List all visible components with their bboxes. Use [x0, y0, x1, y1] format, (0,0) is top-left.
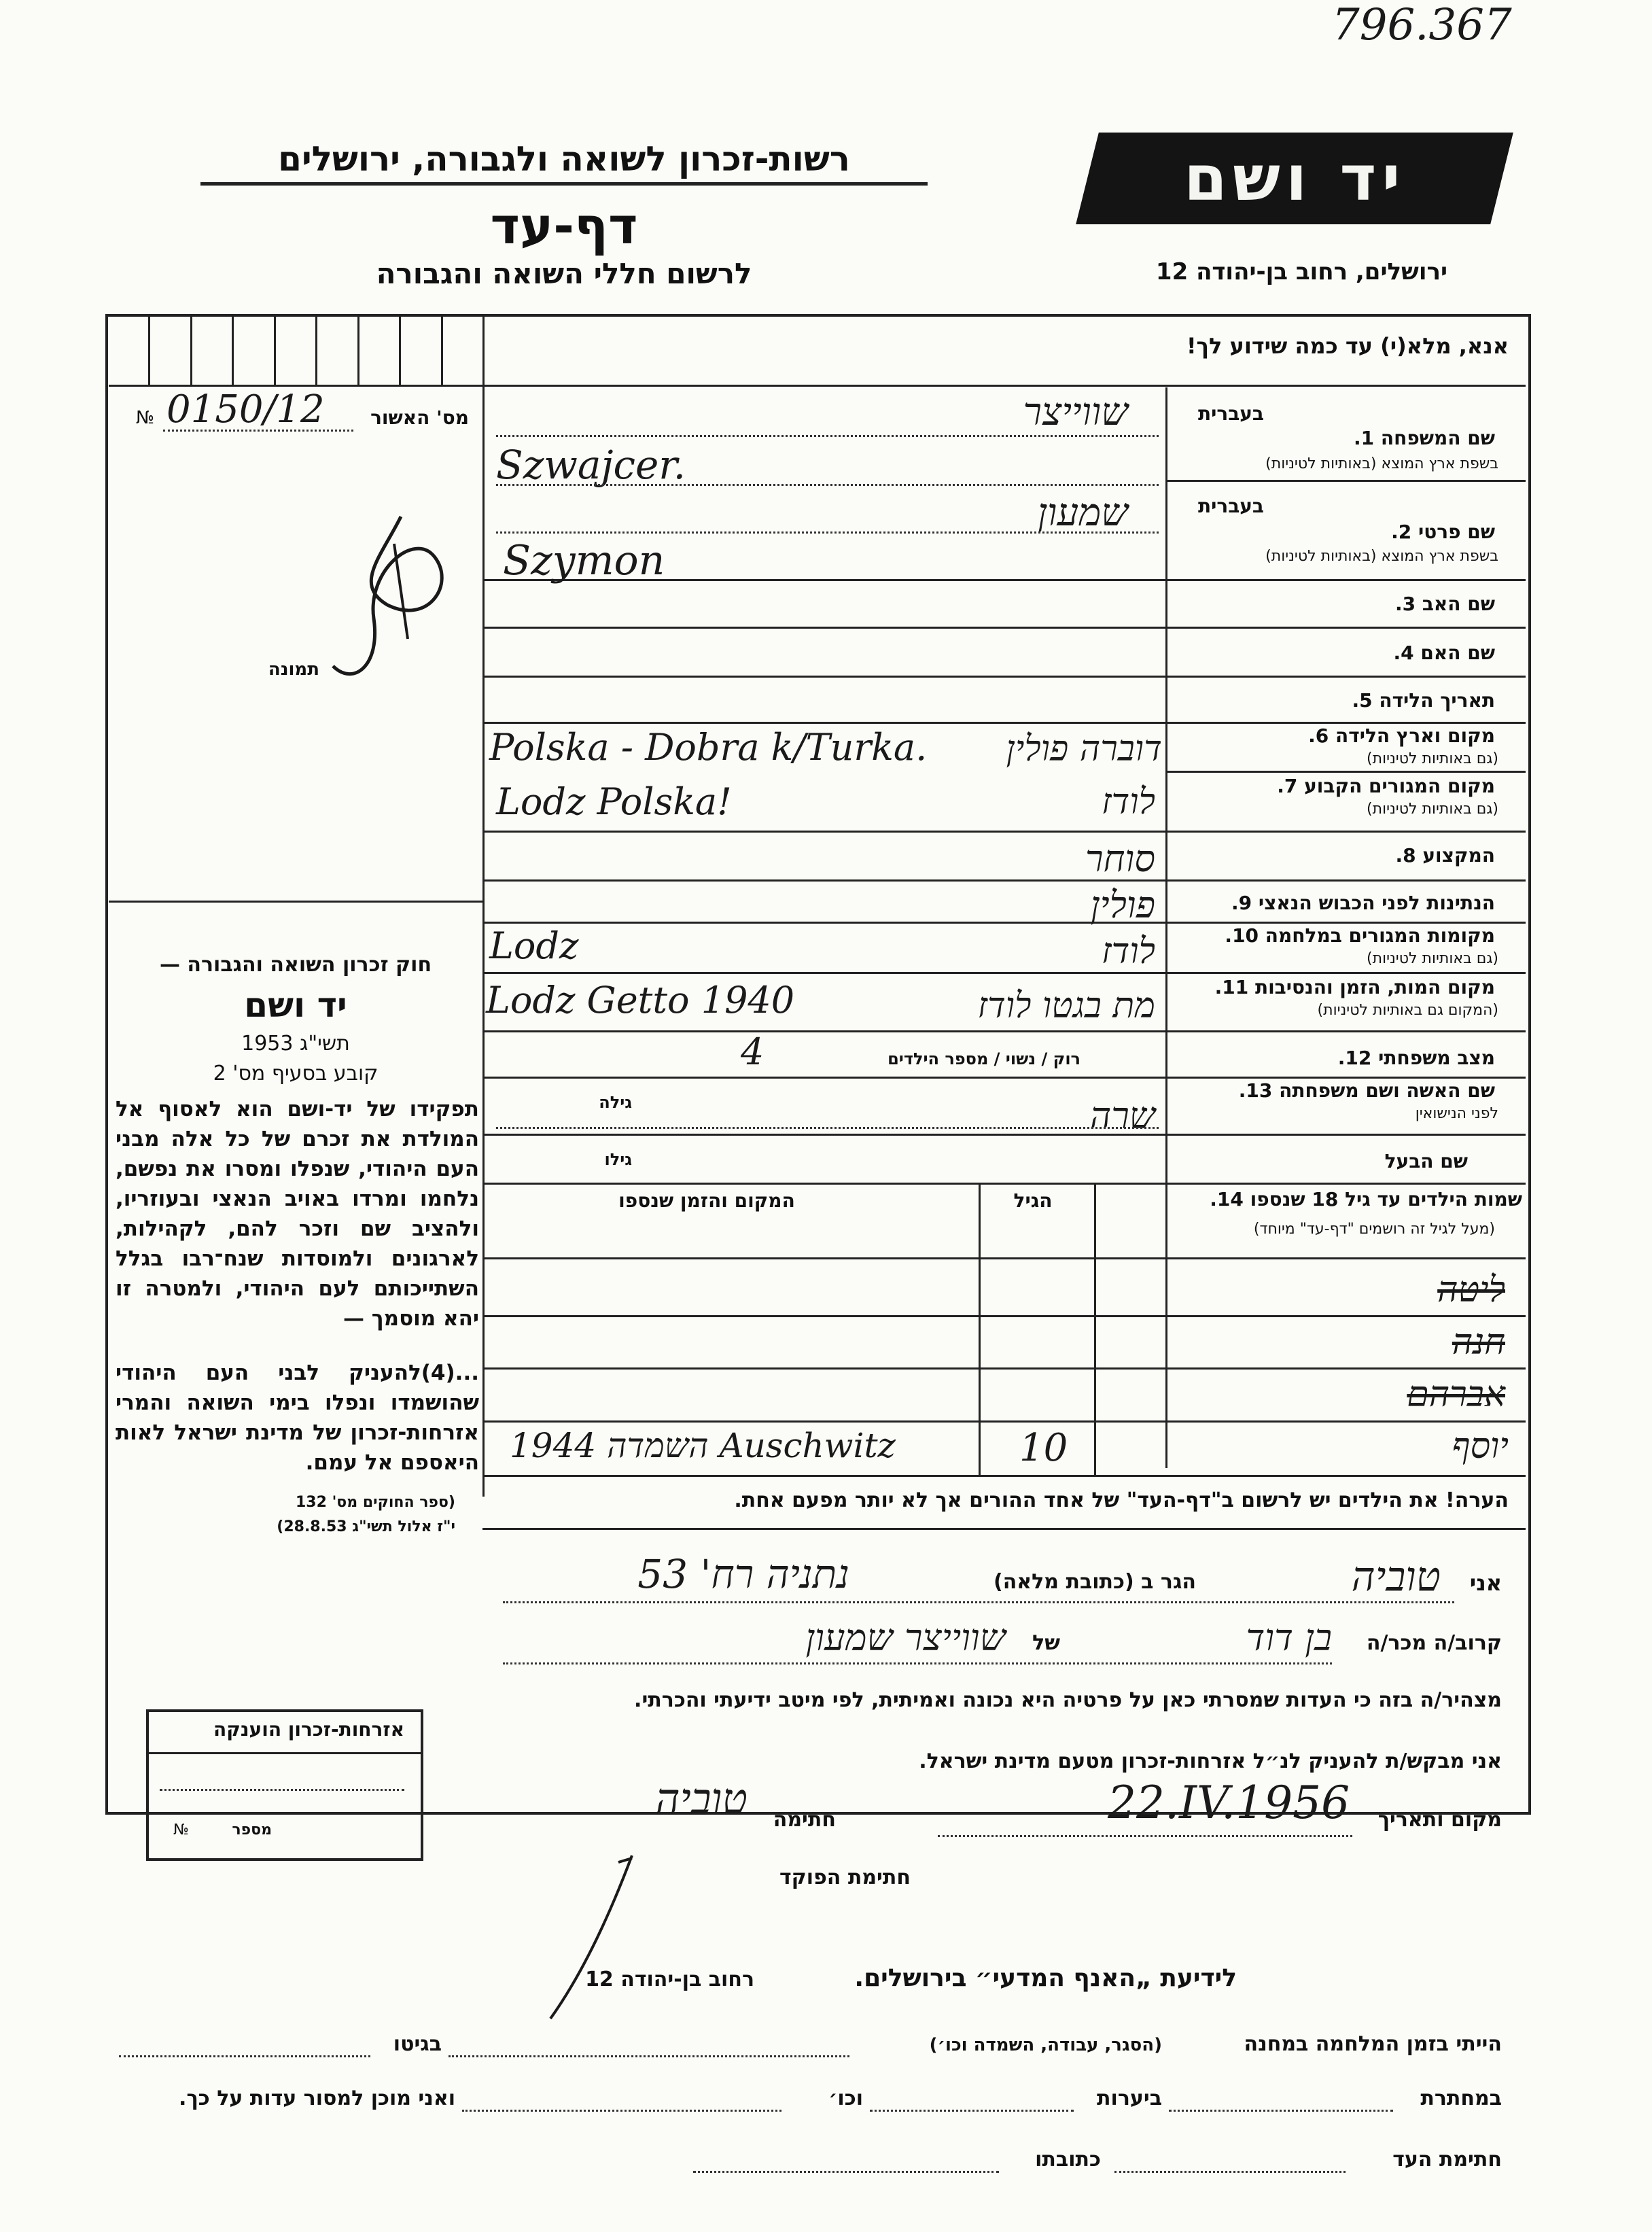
signature-value: טוביה — [655, 1774, 748, 1824]
footer-line3-dots-b — [693, 2171, 999, 2173]
footer-line1-dots-a — [449, 2055, 849, 2057]
f12-num: 12. — [1337, 1047, 1372, 1069]
i-value: טוביה — [1351, 1553, 1441, 1601]
approval-no-mark: № — [136, 408, 155, 428]
f1-sub: בשפת ארץ המוצא (באותיות לטיניות) — [1265, 455, 1498, 472]
ticks-bottom — [109, 385, 482, 387]
f12-label-text: מצב משפחתי — [1378, 1047, 1495, 1069]
place-date-label: מקום ותאריך — [1377, 1808, 1502, 1832]
officer-label: חתימת הפוקד — [779, 1866, 911, 1889]
address-dots — [503, 1601, 1454, 1603]
f9-num: 9. — [1231, 892, 1252, 914]
children-header — [1087, 1188, 1522, 1210]
child-place: 1944 השמדה Auschwitz — [510, 1426, 896, 1465]
f1-hebrew-tag: בעברית — [1197, 402, 1264, 425]
f7-label — [1182, 775, 1495, 797]
f5-num: 5. — [1352, 689, 1373, 712]
f11-sub: (המקום גם באותיות לטיניות) — [1317, 1002, 1498, 1019]
logo-text: יד ושם — [1183, 142, 1406, 215]
f9-label-text: הנתינות לפני הכבוש הנאצי — [1258, 892, 1495, 914]
f7-value-he: לודז — [1102, 782, 1155, 822]
note-bottom — [482, 1528, 1526, 1530]
footer-line1-dots-b — [119, 2055, 370, 2057]
photo-label: תמונה — [268, 659, 319, 680]
footer-heading: לידיעת „האנף המדעי״ בירושלים. — [854, 1964, 1237, 1992]
place-date-value: 22.IV.1956 — [1108, 1777, 1350, 1829]
footer-line2-dots-c — [462, 2110, 781, 2112]
f2-label-text: שם פרטי — [1418, 521, 1495, 543]
f2-dots-he — [496, 531, 1159, 534]
form-subtitle: לרשום חללי השואה והגבורה — [376, 257, 752, 290]
f1-label-text: שם המשפחה — [1380, 427, 1495, 449]
f6-label-text: מקום וארץ הלידה — [1335, 725, 1495, 747]
f2-label — [1182, 521, 1495, 543]
children-header-bottom — [482, 1257, 1526, 1259]
relative-label: קרוב/ה מכר/ה — [1366, 1631, 1502, 1655]
row3-bottom — [482, 627, 1526, 629]
place-date-dots — [938, 1835, 1352, 1837]
footer-line1-c: בגיטו — [393, 2032, 442, 2056]
child-name: אברהם — [1407, 1374, 1505, 1415]
registration-ticks — [109, 317, 482, 385]
law-year: תשי"ג 1953 — [241, 1032, 350, 1056]
law-name: יד ושם — [244, 986, 347, 1025]
f2-hebrew-tag: בעברית — [1197, 495, 1264, 517]
f1-dots-latin — [496, 484, 1159, 486]
citizenship-title: אזרחות-זכרון הוענקה — [213, 1718, 404, 1741]
citizenship-line-1 — [160, 1789, 404, 1791]
f2-value-latin: Szymon — [503, 537, 665, 585]
f1-label — [1182, 427, 1495, 449]
footer-line2-b: ביערות — [1097, 2087, 1162, 2110]
child-name: חנה — [1452, 1322, 1505, 1363]
i-label: אני — [1469, 1570, 1502, 1596]
footer-address: רחוב בן-יהודה 12 — [585, 1968, 754, 1991]
f11-num: 11. — [1214, 976, 1249, 998]
header-address: ירושלים, רחוב בן-יהודה 12 — [1155, 258, 1447, 285]
age-label: גילו — [604, 1150, 632, 1169]
org-underline — [200, 182, 928, 186]
law-body: תפקידו של יד-ושם הוא לאסוף אל המולדת את זכרם של כל אלה מבני העם היהודי, שנפלו ומסרו את נפשם, נלחמו ומרדו באויב הנאצי ובעוזריו, ולהציב שם וזכר להם, לקהילות, לארגונים ולמוסדות שנח־רבו בגלל השתייכותם לעם היהודי, ולמטרה זו יהא מוסמך — — [116, 1097, 479, 1331]
f12-label — [1182, 1047, 1495, 1069]
f11-label — [1182, 976, 1495, 998]
f6-value-he: דוברה פולין — [1006, 729, 1162, 769]
relation-value: בן דוד — [1246, 1616, 1332, 1659]
f10-label-text: מקומות המגורים במלחמה — [1265, 924, 1495, 947]
photo-signature-mark — [313, 503, 476, 707]
f5-label-text: תאריך הלידה — [1379, 689, 1495, 712]
f9-label — [1182, 892, 1495, 914]
row11-bottom — [482, 1030, 1526, 1032]
approval-number: 0150/12 — [166, 387, 325, 432]
f5-label — [1182, 689, 1495, 712]
children-col-age: הגיל — [1013, 1189, 1053, 1212]
f10-value-he: לודז — [1102, 931, 1155, 972]
f10-label — [1182, 924, 1495, 947]
f7-label-text: מקום המגורים הקבוע — [1304, 775, 1495, 797]
intro-underline — [482, 385, 1526, 387]
f7-num: 7. — [1277, 775, 1298, 797]
row13b-bottom — [482, 1183, 1526, 1185]
f2-value-he: שמעון — [1037, 491, 1128, 535]
f3-label-text: שם האב — [1422, 593, 1495, 615]
f12-children-count: 4 — [741, 1030, 765, 1073]
footer-line1-b: (הסגר, עבודה, השמדה וכו׳) — [929, 2035, 1162, 2055]
footer-line1-a: הייתי בזמן המלחמה במחנה — [1244, 2032, 1502, 2056]
f8-num: 8. — [1395, 844, 1416, 867]
footer-line2-d: ואני מוכן למסור עדות על כך. — [179, 2087, 455, 2110]
child-row-1 — [1104, 1270, 1512, 1317]
f3-num: 3. — [1394, 593, 1416, 615]
signature-label: חתימה — [773, 1808, 836, 1832]
f2-sub: בשפת ארץ המוצא (באותיות לטיניות) — [1265, 548, 1498, 565]
row5-bottom — [482, 722, 1526, 724]
footer-line3-dots-a — [1114, 2171, 1346, 2173]
law-title: חוק זכרון השואה והגבורה — — [159, 953, 432, 977]
left-column-divider — [482, 314, 485, 1497]
wife-name: שרה — [1089, 1094, 1155, 1137]
lives-label: הגר ב (כתובת מלאה) — [993, 1570, 1196, 1594]
officer-signature-stroke — [530, 1849, 666, 2025]
f1-value-latin: Szwajcer. — [496, 442, 686, 488]
f11-value-he: מת בגטו לודז — [977, 986, 1155, 1026]
f4-label-text: שם האם — [1420, 642, 1495, 664]
row12-bottom — [482, 1077, 1526, 1079]
f8-label-text: המקצוע — [1422, 844, 1495, 867]
citizenship-number-label: מספר — [232, 1821, 272, 1838]
husband-label: שם הבעל — [1384, 1150, 1468, 1172]
footer-line3-b: כתובתו — [1035, 2148, 1101, 2172]
children-header-text: שמות הילדים עד גיל 18 שנספו — [1250, 1188, 1522, 1210]
address-value: נתניה רח' 53 — [637, 1551, 849, 1597]
f9-value-he: פולין — [1090, 884, 1155, 926]
of-value: שווייצר שמעון — [805, 1616, 1006, 1659]
law-clause: קובע בסעיף מס' 2 — [213, 1062, 379, 1085]
law-ref1: (ספר החוקים מס' 132 — [295, 1494, 455, 1511]
f6-num: 6. — [1308, 725, 1329, 747]
f13-label-text: שם האשה ושם משפחתה — [1279, 1079, 1495, 1102]
f11-value-latin: Lodz Getto 1940 — [486, 979, 795, 1022]
intro-text: אנא, מלא(י) עד כמה שידוע לך! — [1186, 333, 1509, 359]
photo-bottom — [109, 901, 482, 903]
f6-sub: (גם באותיות לטיניות) — [1367, 750, 1498, 767]
f10-num: 10. — [1225, 924, 1259, 947]
f1-num: 1. — [1354, 427, 1375, 449]
f6-value-latin: Polska - Dobra k/Turka. — [489, 726, 928, 769]
f1-value-he: שווייצר — [1023, 390, 1128, 434]
footer-line3-a: חתימת העד — [1392, 2148, 1502, 2172]
child-name: ליטה — [1437, 1270, 1505, 1310]
archive-number: 796.367 — [1332, 0, 1512, 50]
wife-dots — [496, 1127, 1159, 1129]
row7-bottom — [482, 831, 1526, 833]
child-row-3 — [1104, 1374, 1512, 1422]
f6-label — [1182, 725, 1495, 747]
yad-vashem-logo — [1076, 133, 1513, 224]
child-row-2 — [1104, 1322, 1512, 1370]
f8-value-he: סוחר — [1085, 837, 1155, 880]
f7-sub: (גם באותיות לטיניות) — [1367, 801, 1498, 818]
f13-label — [1182, 1079, 1495, 1102]
footer-line2-c: וכו׳ — [828, 2087, 863, 2110]
footer-line2-dots-a — [1169, 2110, 1393, 2112]
row4-bottom — [482, 676, 1526, 678]
declare-text: מצהיר/ה בזה כי העדות שמסרתי כאן על פרטיה היא נכונה ואמיתית, לפי מיטב ידיעתי והכרתי. — [634, 1688, 1502, 1712]
f13-num: 13. — [1238, 1079, 1273, 1102]
row6-bottom — [1165, 771, 1526, 773]
row1-bottom — [1165, 480, 1526, 482]
request-text: אני מבקש/ת להעניק לנ״ל אזרחות-זכרון מטעם מדינת ישראל. — [919, 1749, 1502, 1773]
f4-num: 4. — [1393, 642, 1414, 664]
children-num: 14. — [1210, 1188, 1244, 1210]
citizenship-no-mark: № — [173, 1821, 189, 1838]
law-ref2: י"ז אלול תשי"ג 28.8.53) — [277, 1518, 455, 1535]
girlhood-label: גילה — [599, 1093, 632, 1112]
footer-line2-a: במחתרת — [1420, 2087, 1502, 2110]
f10-value-latin: Lodz — [489, 924, 579, 967]
f2-num: 2. — [1391, 521, 1412, 543]
approval-dots — [163, 430, 353, 432]
citizenship-title-line — [146, 1752, 421, 1754]
f4-label — [1182, 642, 1495, 664]
of-dots — [503, 1662, 1332, 1664]
form-title: דף-עד — [490, 197, 638, 256]
f12-options: רוק / נשוי / מספר הילדים — [887, 1049, 1080, 1068]
f10-sub: (גם באותיות לטיניות) — [1367, 950, 1498, 967]
children-table-bottom — [482, 1475, 1526, 1477]
child-name: יוסף — [1452, 1426, 1509, 1467]
child-row-4 — [496, 1426, 1515, 1474]
org-line: רשות-זכרון לשואה ולגבורה, ירושלים — [278, 139, 850, 179]
f8-label — [1182, 844, 1495, 867]
f7-value-latin: Lodz Polska! — [496, 780, 732, 823]
f1-dots-he — [496, 435, 1159, 437]
law-body2: ...(4)להעניק לבני העם היהודי שהושמדו ונפלו בימי השואה והמרי אזרחות-זכרון של מדינת ישראל לאות היאספם אל עמם. — [116, 1361, 479, 1475]
child-age: 10 — [1019, 1426, 1068, 1470]
children-sub: (מעל לגיל זה רושמים "דף-עד" מיוחד) — [1253, 1221, 1495, 1238]
f11-label-text: מקום המות, הזמן והנסיבות — [1254, 976, 1495, 998]
note-text-visible: הערה! את הילדים יש לרשום ב"דף-העד" של אחד ההורים אך לא יותר מפעם אחת. — [734, 1488, 1509, 1512]
f13-sub: לפני הנישואין — [1415, 1105, 1498, 1122]
of-label: של — [1032, 1631, 1060, 1655]
children-col-place: המקום והזמן שנספו — [618, 1189, 795, 1212]
row10-bottom — [482, 972, 1526, 974]
approval-label: מס' האשור — [370, 406, 469, 429]
footer-line2-dots-b — [870, 2110, 1074, 2112]
f3-label — [1182, 593, 1495, 615]
